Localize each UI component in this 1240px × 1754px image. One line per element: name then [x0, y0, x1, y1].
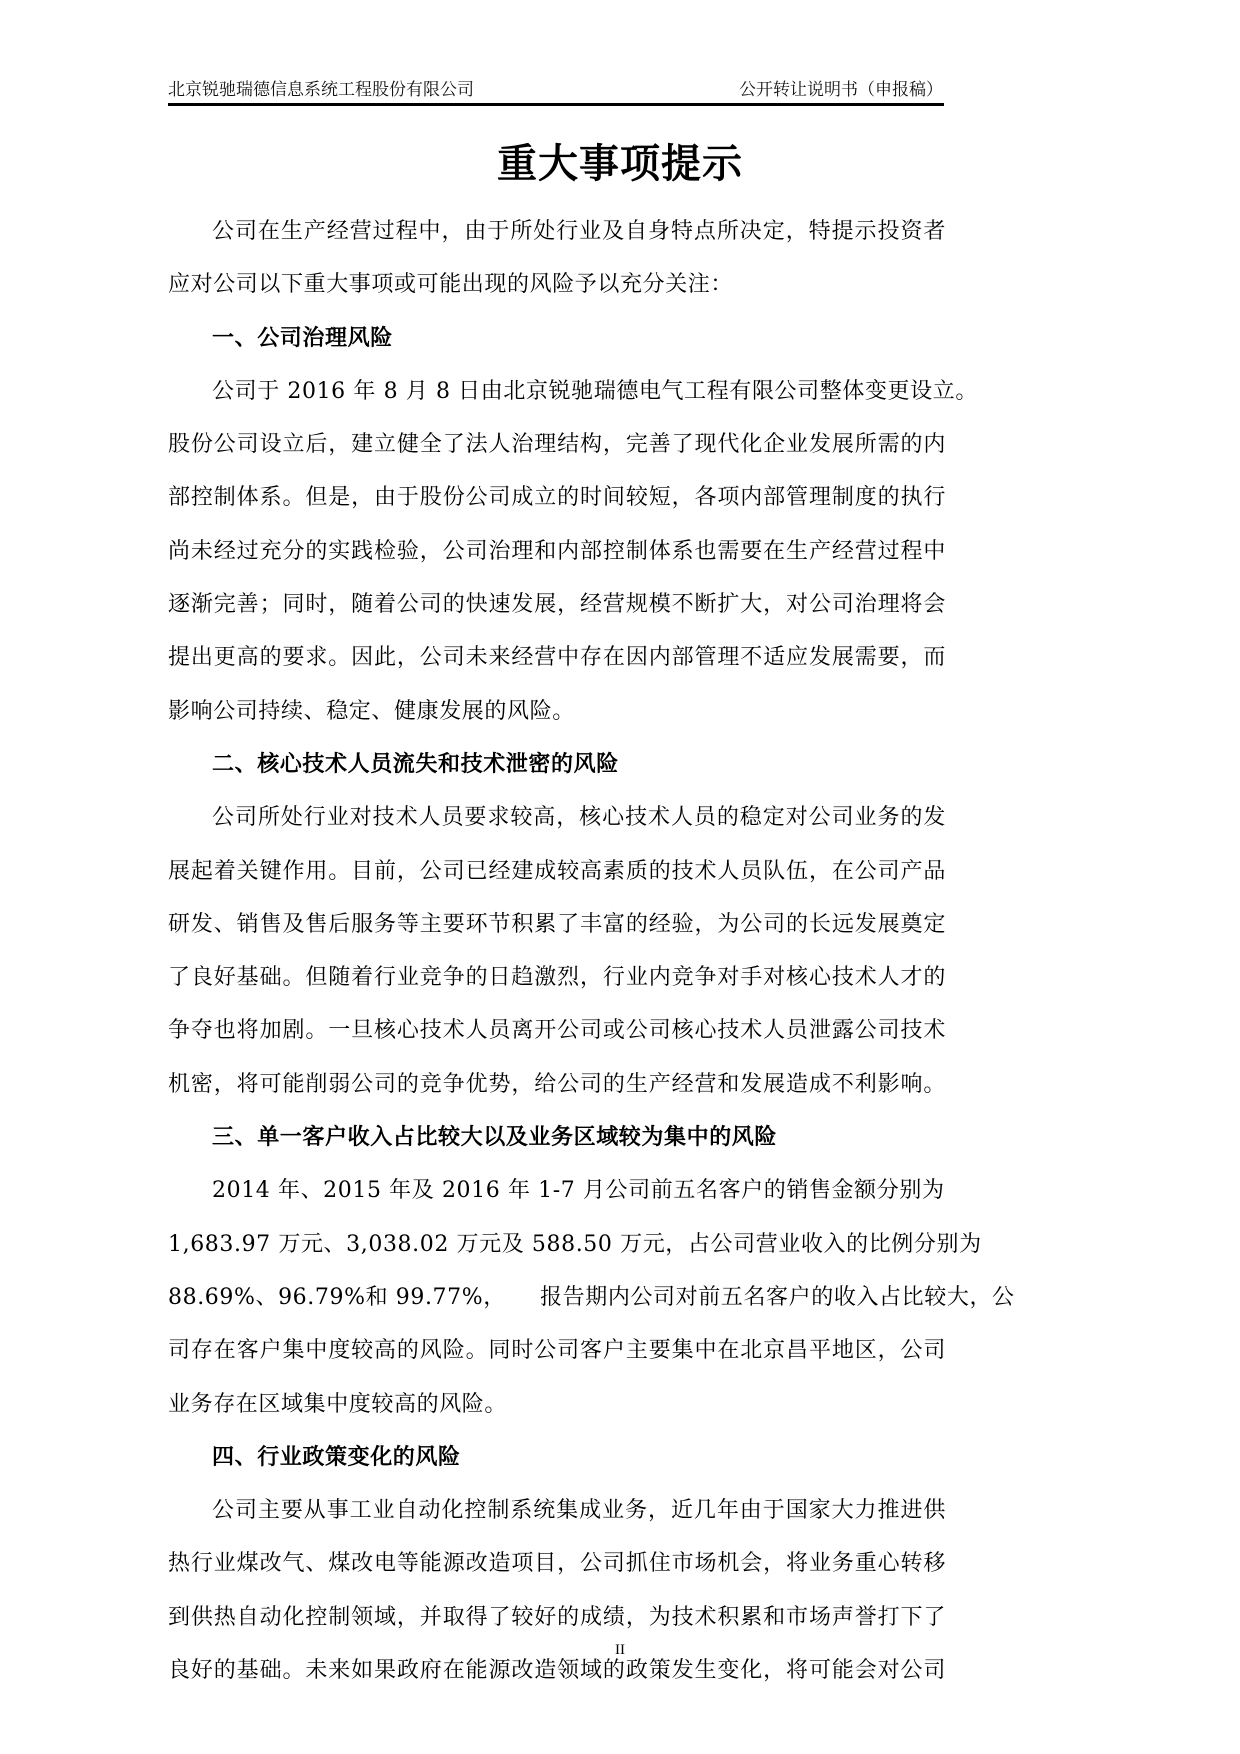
section-heading: 三、单一客户收入占比较大以及业务区域较为集中的风险	[212, 1124, 778, 1151]
paragraph-line: 研发、销售及售后服务等主要环节积累了丰富的经验，为公司的长远发展奠定	[168, 911, 946, 937]
intro-line: 公司在生产经营过程中，由于所处行业及自身特点所决定，特提示投资者	[212, 219, 946, 244]
paragraph-line: 热行业煤改气、煤改电等能源改造项目，公司抓住市场机会，将业务重心转移	[168, 1551, 946, 1577]
section-heading: 二、核心技术人员流失和技术泄密的风险	[212, 750, 619, 777]
header-divider	[168, 103, 944, 106]
paragraph-line: 到供热自动化控制领域，并取得了较好的成绩，为技术积累和市场声誉打下了	[168, 1604, 946, 1630]
paragraph-line: 提出更高的要求。因此，公司未来经营中存在因内部管理不适应发展需要，而	[168, 645, 946, 671]
paragraph-line: 机密，将可能削弱公司的竞争优势，给公司的生产经营和发展造成不利影响。	[168, 1071, 946, 1097]
paragraph-line: 业务存在区域集中度较高的风险。	[168, 1391, 508, 1417]
header-company-name: 北京锐驰瑞德信息系统工程股份有限公司	[168, 80, 474, 100]
paragraph-line: 公司主要从事工业自动化控制系统集成业务，近几年由于国家大力推进供	[212, 1498, 946, 1524]
paragraph-line: 尚未经过充分的实践检验，公司治理和内部控制体系也需要在生产经营过程中	[168, 538, 946, 564]
paragraph-line: 司存在客户集中度较高的风险。同时公司客户主要集中在北京昌平地区，公司	[168, 1338, 946, 1364]
paragraph-line: 1,683.97 万元、3,038.02 万元及 588.50 万元，占公司营业收入的比例分别为	[168, 1231, 982, 1257]
paragraph-line: 2014 年、2015 年及 2016 年 1-7 月公司前五名客户的销售金额分别为	[212, 1178, 945, 1204]
paragraph-line: 逐渐完善；同时，随着公司的快速发展，经营规模不断扩大，对公司治理将会	[168, 592, 946, 618]
page-header	[168, 78, 943, 102]
paragraph-line: 良好的基础。未来如果政府在能源改造领域的政策发生变化，将可能会对公司	[168, 1658, 946, 1684]
paragraph-line: 展起着关键作用。目前，公司已经建成较高素质的技术人员队伍，在公司产品	[168, 858, 946, 884]
paragraph-line: 公司于 2016 年 8 月 8 日由北京锐驰瑞德电气工程有限公司整体变更设立。	[212, 378, 978, 404]
paragraph-line: 部控制体系。但是，由于股份公司成立的时间较短，各项内部管理制度的执行	[168, 485, 946, 511]
page-number: II	[615, 1642, 625, 1658]
page-title: 重大事项提示	[497, 140, 743, 187]
paragraph-line: 股份公司设立后，建立健全了法人治理结构，完善了现代化企业发展所需的内	[168, 432, 946, 458]
paragraph-line: 88.69%、96.79%和 99.77%， 报告期内公司对前五名客户的收入占比较大，公	[168, 1284, 1015, 1310]
intro-line: 应对公司以下重大事项或可能出现的风险予以充分关注：	[168, 272, 734, 298]
paragraph-line: 了良好基础。但随着行业竞争的日趋激烈，行业内竞争对手对核心技术人才的	[168, 965, 946, 991]
paragraph-line: 影响公司持续、稳定、健康发展的风险。	[168, 698, 575, 724]
document-body	[168, 205, 1015, 1697]
header-document-type: 公开转让说明书（申报稿）	[739, 80, 943, 100]
section-heading: 四、行业政策变化的风险	[212, 1443, 461, 1470]
paragraph-line: 公司所处行业对技术人员要求较高，核心技术人员的稳定对公司业务的发	[212, 805, 946, 831]
section-heading: 一、公司治理风险	[212, 324, 393, 351]
paragraph-line: 争夺也将加剧。一旦核心技术人员离开公司或公司核心技术人员泄露公司技术	[168, 1018, 946, 1044]
